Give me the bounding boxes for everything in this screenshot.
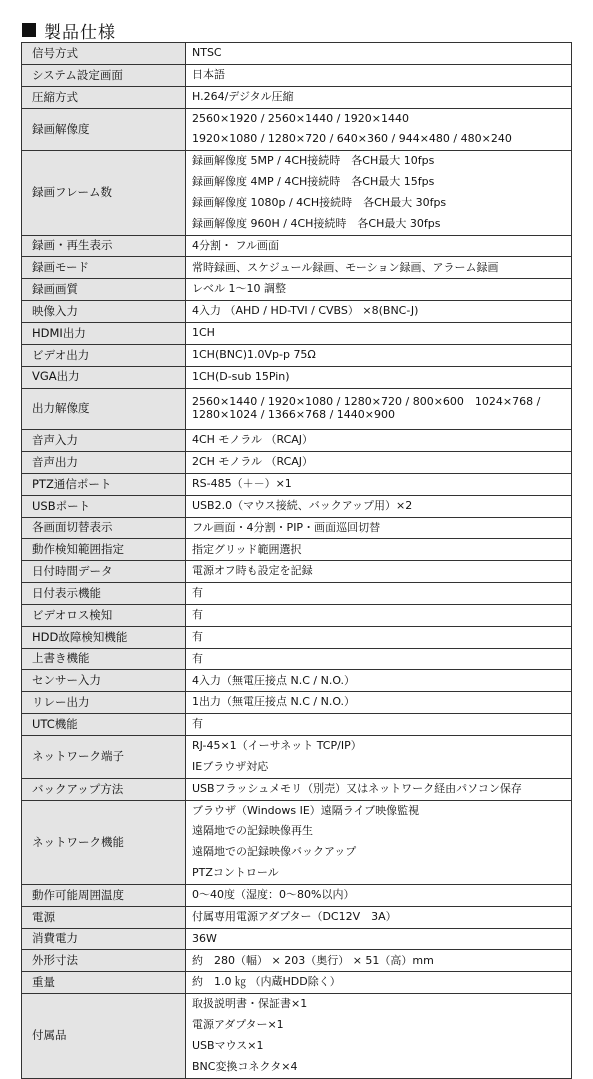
spec-value (186, 430, 572, 452)
spec-value (186, 972, 572, 994)
spec-row (22, 430, 572, 452)
spec-row (22, 388, 572, 430)
spec-row (22, 43, 572, 65)
spec-value-line: 1CH(BNC)1.0Vp-p 75Ω (192, 347, 316, 361)
spec-label: 外形寸法 (22, 950, 186, 972)
spec-value-line: PTZコントロール (192, 866, 279, 880)
spec-value-line: 録画解像度 5MP / 4CH接続時 各CH最大 10fps (192, 154, 435, 168)
spec-row (22, 604, 572, 626)
spec-row (22, 950, 572, 972)
spec-row (22, 366, 572, 388)
spec-value (186, 800, 572, 884)
spec-row (22, 322, 572, 344)
spec-value (186, 994, 572, 1078)
spec-label: 録画フレーム数 (22, 151, 186, 235)
spec-value-line: 指定グリッド範囲選択 (192, 542, 302, 556)
spec-label: HDMI出力 (22, 322, 186, 344)
spec-value-line: 有 (192, 586, 203, 600)
spec-label: バックアップ方法 (22, 778, 186, 800)
spec-value-line: USBフラッシュメモリ（別売）又はネットワーク経由パソコン保存 (192, 781, 522, 795)
spec-value (186, 151, 572, 235)
spec-value (186, 495, 572, 517)
spec-value-line: フル画面・4分割・PIP・画面巡回切替 (192, 520, 381, 534)
spec-value (186, 43, 572, 65)
spec-value-line: 有 (192, 629, 203, 643)
spec-row (22, 561, 572, 583)
spec-value (186, 950, 572, 972)
spec-value (186, 692, 572, 714)
spec-value-line: 1出力（無電圧接点 N.C / N.O.） (192, 695, 356, 709)
spec-row (22, 344, 572, 366)
spec-label: 信号方式 (22, 43, 186, 65)
spec-label: 日付表示機能 (22, 583, 186, 605)
spec-row (22, 800, 572, 884)
spec-value-line: RS-485（＋－）×1 (192, 476, 292, 490)
spec-row (22, 108, 572, 151)
spec-row (22, 583, 572, 605)
spec-row (22, 86, 572, 108)
spec-row (22, 648, 572, 670)
spec-value (186, 366, 572, 388)
spec-label: 圧縮方式 (22, 86, 186, 108)
spec-label: 重量 (22, 972, 186, 994)
spec-value-line: ブラウザ（Windows IE）遠隔ライブ映像監視 (192, 803, 420, 817)
spec-value-line: 電源アダプター×1 (192, 1018, 284, 1032)
spec-row (22, 495, 572, 517)
spec-row (22, 778, 572, 800)
spec-label: 録画解像度 (22, 108, 186, 151)
spec-value (186, 452, 572, 474)
spec-value-line: 有 (192, 651, 203, 665)
spec-value (186, 473, 572, 495)
spec-value-line: 2CH モノラル （RCAJ） (192, 455, 314, 469)
spec-row (22, 517, 572, 539)
spec-label: 消費電力 (22, 928, 186, 950)
spec-label: PTZ通信ポート (22, 473, 186, 495)
spec-label: 日付時間データ (22, 561, 186, 583)
spec-value-line: USB2.0（マウス接続、バックアップ用）×2 (192, 498, 413, 512)
spec-value (186, 670, 572, 692)
spec-value (186, 906, 572, 928)
spec-value-line: 付属専用電源アダプター（DC12V 3A） (192, 909, 397, 923)
spec-row (22, 452, 572, 474)
spec-row (22, 626, 572, 648)
spec-value-line: 常時録画、スケジュール録画、モーション録画、アラーム録画 (192, 260, 499, 274)
spec-value-line: 36W (192, 931, 217, 945)
spec-label: ビデオ出力 (22, 344, 186, 366)
spec-row (22, 279, 572, 301)
spec-value (186, 626, 572, 648)
spec-label: ネットワーク端子 (22, 736, 186, 779)
spec-label: 各画面切替表示 (22, 517, 186, 539)
spec-value-line: 4入力（無電圧接点 N.C / N.O.） (192, 673, 356, 687)
spec-label: 付属品 (22, 994, 186, 1078)
spec-label: ビデオロス検知 (22, 604, 186, 626)
spec-value-line: 日本語 (192, 67, 225, 81)
spec-row (22, 235, 572, 257)
spec-value-line: 約 280（幅） × 203（奥行） × 51（高）mm (192, 953, 434, 967)
spec-value-line: 0〜40度（湿度：0〜80%以内） (192, 888, 355, 901)
spec-value-line: RJ-45×1（イーサネット TCP/IP） (192, 739, 362, 753)
spec-value-line: 遠隔地での記録映像再生 (192, 824, 313, 838)
spec-label: センサー入力 (22, 670, 186, 692)
spec-value-line: 1CH (192, 326, 215, 340)
spec-row (22, 714, 572, 736)
spec-label: HDD故障検知機能 (22, 626, 186, 648)
spec-row (22, 670, 572, 692)
spec-value (186, 583, 572, 605)
spec-label: 音声入力 (22, 430, 186, 452)
spec-label: UTC機能 (22, 714, 186, 736)
spec-label: 上書き機能 (22, 648, 186, 670)
spec-row (22, 928, 572, 950)
spec-label: 録画モード (22, 257, 186, 279)
section-title: 製品仕様 (44, 22, 116, 43)
spec-row (22, 736, 572, 779)
spec-value (186, 928, 572, 950)
section-heading (22, 18, 116, 42)
spec-label: USBポート (22, 495, 186, 517)
spec-value-line: 1920×1080 / 1280×720 / 640×360 / 944×480 / 480×240 (192, 132, 512, 146)
spec-value-line: レベル 1〜10 調整 (192, 282, 286, 296)
spec-value (186, 235, 572, 257)
spec-row (22, 906, 572, 928)
spec-value (186, 517, 572, 539)
spec-row (22, 972, 572, 994)
spec-value-line: 約 1.0 ㎏ （内蔵HDD除く） (192, 975, 341, 989)
spec-label: VGA出力 (22, 366, 186, 388)
spec-value-line: 1CH(D-sub 15Pin) (192, 369, 290, 383)
spec-value-line: H.264/デジタル圧縮 (192, 89, 294, 103)
square-bullet-icon (22, 23, 36, 37)
spec-value-line: 録画解像度 4MP / 4CH接続時 各CH最大 15fps (192, 175, 435, 189)
spec-value (186, 344, 572, 366)
spec-value (186, 539, 572, 561)
spec-value (186, 648, 572, 670)
spec-value (186, 86, 572, 108)
spec-value (186, 778, 572, 800)
spec-value-line: 有 (192, 608, 203, 622)
spec-row (22, 692, 572, 714)
spec-row (22, 994, 572, 1078)
spec-value-line: 録画解像度 960H / 4CH接続時 各CH最大 30fps (192, 216, 441, 230)
spec-value (186, 301, 572, 323)
spec-value (186, 736, 572, 779)
spec-value (186, 714, 572, 736)
spec-value-line: 遠隔地での記録映像バックアップ (192, 845, 357, 859)
spec-value (186, 64, 572, 86)
spec-label: 音声出力 (22, 452, 186, 474)
spec-label: 映像入力 (22, 301, 186, 323)
spec-row (22, 64, 572, 86)
spec-value (186, 561, 572, 583)
spec-value-line: 電源オフ時も設定を記録 (192, 564, 313, 578)
spec-value-line: 2560×1440 / 1920×1080 / 1280×720 / 800×600 1024×768 / 1280×1024 / 1366×768 / 1440×900 (192, 395, 541, 421)
spec-label: 出力解像度 (22, 388, 186, 430)
spec-row (22, 473, 572, 495)
spec-value-line: NTSC (192, 46, 222, 60)
spec-label: ネットワーク機能 (22, 800, 186, 884)
spec-row (22, 539, 572, 561)
spec-value-line: 4入力 （AHD / HD-TVI / CVBS） ×8(BNC-J) (192, 304, 419, 318)
spec-value-line: 4CH モノラル （RCAJ） (192, 433, 314, 447)
spec-value-line: 録画解像度 1080p / 4CH接続時 各CH最大 30fps (192, 196, 447, 209)
spec-label: 録画画質 (22, 279, 186, 301)
spec-row (22, 884, 572, 906)
spec-value (186, 322, 572, 344)
spec-value (186, 108, 572, 151)
spec-value-line: IEブラウザ対応 (192, 759, 269, 773)
spec-value (186, 388, 572, 430)
spec-row (22, 301, 572, 323)
spec-label: 動作検知範囲指定 (22, 539, 186, 561)
spec-table (21, 42, 572, 1079)
spec-value (186, 257, 572, 279)
spec-label: リレー出力 (22, 692, 186, 714)
spec-label: システム設定画面 (22, 64, 186, 86)
spec-value (186, 884, 572, 906)
spec-label: 録画・再生表示 (22, 235, 186, 257)
spec-value-line: 有 (192, 717, 203, 731)
spec-value-line: USBマウス×1 (192, 1038, 264, 1052)
spec-value-line: 取扱説明書・保証書×1 (192, 997, 308, 1011)
spec-value-line: BNC変換コネクタ×4 (192, 1059, 298, 1073)
spec-row (22, 257, 572, 279)
spec-label: 動作可能周囲温度 (22, 884, 186, 906)
spec-label: 電源 (22, 906, 186, 928)
spec-value-line: 4分割・ フル画面 (192, 238, 280, 252)
spec-row (22, 151, 572, 235)
spec-value (186, 604, 572, 626)
spec-value-line: 2560×1920 / 2560×1440 / 1920×1440 (192, 111, 410, 125)
spec-value (186, 279, 572, 301)
